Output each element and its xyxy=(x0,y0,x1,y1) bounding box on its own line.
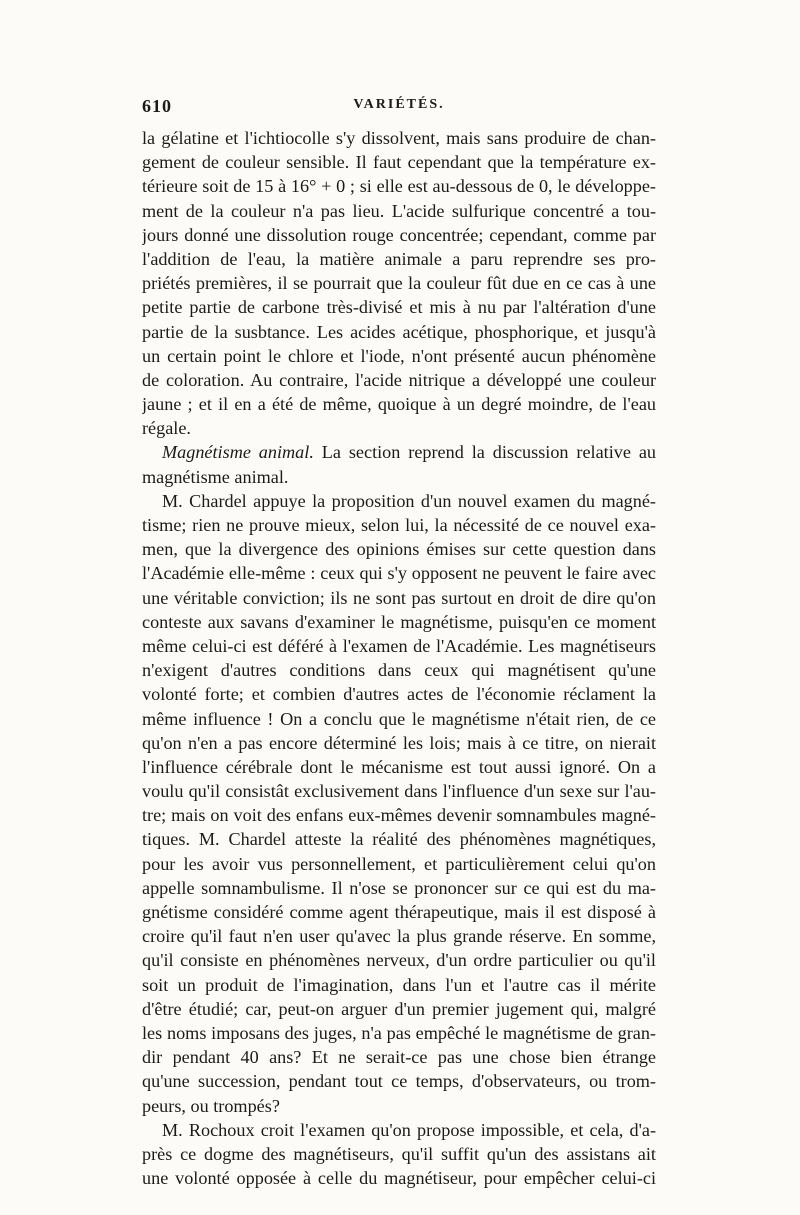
text-line: les noms imposans des juges, n'a pas empêché le magnétisme de gran- xyxy=(142,1022,656,1043)
text-line: magnétisme animal. xyxy=(142,466,289,487)
text-line: tre; mais on voit des enfans eux-mêmes devenir somnambules magné- xyxy=(142,805,656,826)
text-line: tisme; rien ne prouve mieux, selon lui, la nécessité de ce nouvel exa- xyxy=(142,515,656,535)
text-line: pour les avoir vus personnellement, et particulièrement celui qu'on xyxy=(142,853,656,874)
page-number: 610 xyxy=(142,96,172,116)
body-text xyxy=(142,126,656,1190)
text-line: volonté forte; et combien d'autres actes de l'économie réclament la xyxy=(142,684,656,705)
text-line: men, que la divergence des opinions émises sur cette question dans xyxy=(142,539,656,560)
text-line: gement de couleur sensible. Il faut cependant que la température ex- xyxy=(142,152,656,173)
text-line: qu'on n'en a pas encore déterminé les lois; mais à ce titre, on nierait xyxy=(142,732,656,753)
text-line: d'être étudié; car, peut-on arguer d'un premier jugement qui, malgré xyxy=(142,998,656,1019)
text-line: conteste aux savans d'examiner le magnétisme, puisqu'en ce moment xyxy=(142,611,656,632)
running-head: VARIÉTÉS. xyxy=(353,97,445,112)
text-line: une véritable conviction; ils ne sont pas surtout en droit de dire qu'on xyxy=(142,587,656,608)
text-line: jaune ; et il en a été de même, quoique à un degré moindre, de l'eau xyxy=(142,394,656,415)
text-line: l'influence cérébrale dont le mécanisme est tout aussi ignoré. On a xyxy=(142,756,656,777)
text-line: tiques. M. Chardel atteste la réalité des phénomènes magnétiques, xyxy=(142,829,656,850)
section-heading: Magnétisme animal. xyxy=(162,442,314,463)
text-line: soit un produit de l'imagination, dans l'un et l'autre cas il mérite xyxy=(142,974,656,995)
text-line: M. Chardel appuye la proposition d'un nouvel examen du magné- xyxy=(162,490,656,511)
text-line: qu'une succession, pendant tout ce temps, d'observateurs, ou trom- xyxy=(142,1071,656,1092)
text-line: l'addition de l'eau, la matière animale a paru reprendre ses pro- xyxy=(142,248,656,269)
section-heading-line xyxy=(142,440,656,464)
text-line: un certain point le chlore et l'iode, n'ont présenté aucun phénomène xyxy=(142,345,656,366)
text-line: n'exigent d'autres conditions dans ceux qui magnétisent qu'une xyxy=(142,660,656,681)
text-line: croire qu'il faut n'en user qu'avec la plus grande réserve. En somme, xyxy=(142,926,656,947)
text-line: jours donné une dissolution rouge concentrée; cependant, comme par xyxy=(142,224,656,245)
text-line: priétés premières, il se pourrait que la couleur fût due en ce cas à une xyxy=(142,273,656,294)
text-line: petite partie de carbone très-divisé et mis à nu par l'altération d'une xyxy=(142,297,656,318)
text-line: la gélatine et l'ichtiocolle s'y dissolvent, mais sans produire de chan- xyxy=(142,128,656,148)
text-line: M. Rochoux croit l'examen qu'on propose impossible, et cela, d'a- xyxy=(162,1119,656,1140)
text-line: partie de la susbtance. Les acides acétique, phosphorique, et jusqu'à xyxy=(142,321,656,342)
text-line: ment de la couleur n'a pas lieu. L'acide sulfurique concentré a tou- xyxy=(142,200,656,221)
text-line: qu'il consiste en phénomènes nerveux, d'un ordre particulier ou qu'il xyxy=(142,950,656,971)
text-line: régale. xyxy=(142,418,191,439)
text-line: même celui-ci est déféré à l'examen de l'Académie. Les magnétiseurs xyxy=(142,635,656,656)
text-line: térieure soit de 15 à 16° + 0 ; si elle est au-dessous de 0, le développe- xyxy=(142,176,656,197)
text-line: gnétisme considéré comme agent thérapeutique, mais il est disposé à xyxy=(142,902,656,922)
page-header xyxy=(142,96,656,122)
text-line: de coloration. Au contraire, l'acide nitrique a développé une couleur xyxy=(142,369,656,390)
text-line: l'Académie elle-même : ceux qui s'y opposent ne peuvent le faire avec xyxy=(142,563,656,584)
text-line: dir pendant 40 ans? Et ne serait-ce pas une chose bien étrange xyxy=(142,1047,656,1068)
text-line: appelle somnambulisme. Il n'ose se prononcer sur ce qui est du ma- xyxy=(142,877,656,898)
text-line: une volonté opposée à celle du magnétiseur, pour empêcher celui-ci xyxy=(142,1168,656,1189)
text-line: peurs, ou trompés? xyxy=(142,1095,280,1116)
section-heading-rest: La section reprend la discussion relative au xyxy=(313,442,656,463)
text-line: même influence ! On a conclu que le magnétisme n'était rien, de ce xyxy=(142,708,656,729)
text-line: voulu qu'il consistât exclusivement dans l'influence d'un sexe sur l'au- xyxy=(142,781,656,802)
text-line: près ce dogme des magnétiseurs, qu'il suffit qu'un des assistans ait xyxy=(142,1143,656,1164)
